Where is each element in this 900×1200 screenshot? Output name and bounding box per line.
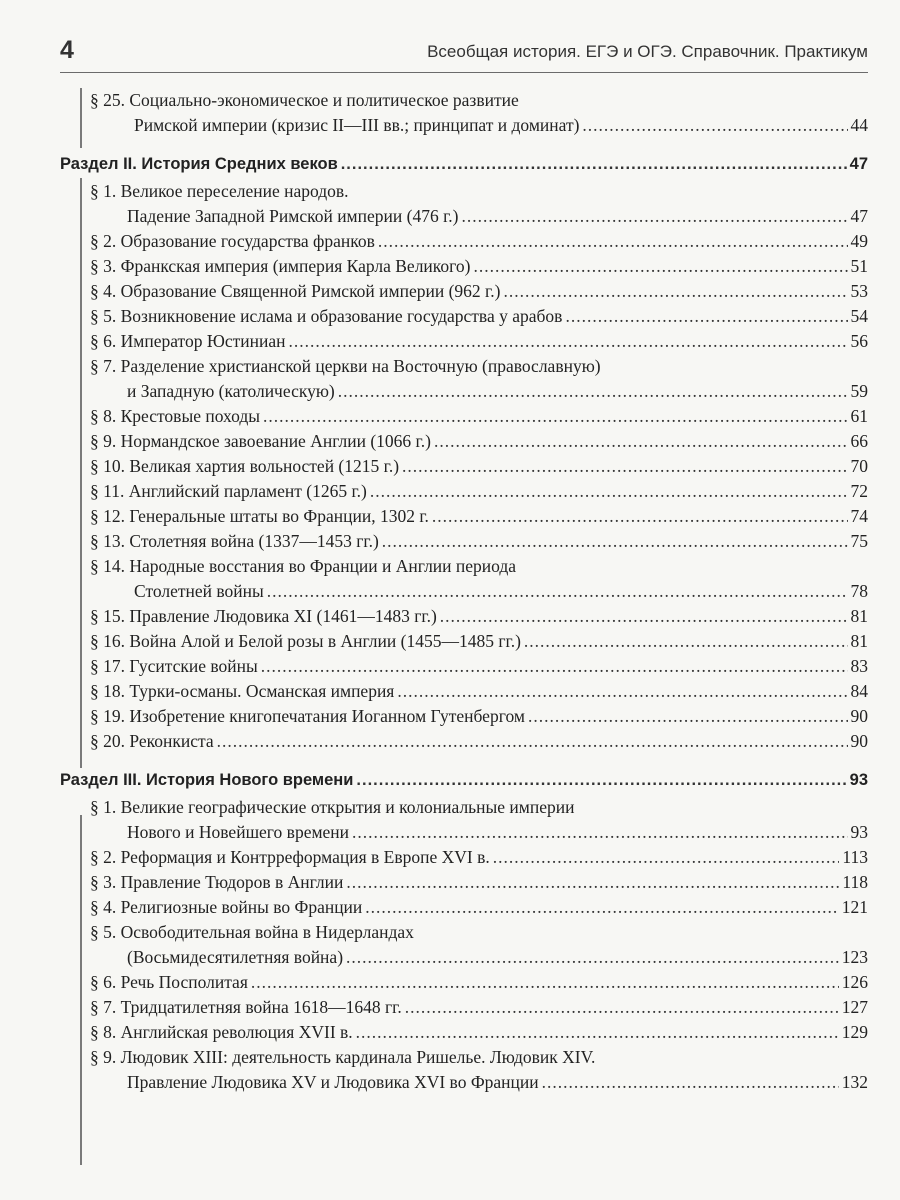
entry-page: 126	[841, 972, 868, 992]
toc-entry[interactable]	[60, 995, 868, 1020]
section-page: 47	[849, 155, 868, 173]
entry-page: 132	[841, 1072, 868, 1092]
leader-dots	[346, 870, 839, 895]
entry-page: 54	[850, 306, 868, 326]
entry-page: 56	[850, 331, 868, 351]
leader-dots	[261, 654, 848, 679]
leader-dots	[370, 479, 848, 504]
entry-title: § 9. Людовик XIII: деятельность кардинала Ришелье. Людовик XIV.	[90, 1047, 596, 1067]
toc-entry[interactable]	[60, 895, 868, 920]
toc-entry[interactable]	[60, 604, 868, 629]
toc-entry[interactable]	[60, 629, 868, 654]
leader-dots	[341, 152, 847, 177]
toc-section[interactable]	[60, 768, 868, 793]
entry-page: 47	[850, 206, 868, 226]
entry-title: § 3. Франкская империя (империя Карла Великого)	[90, 256, 471, 276]
entry-page: 49	[850, 231, 868, 251]
leader-dots	[352, 820, 847, 845]
leader-dots	[524, 629, 848, 654]
entry-title: § 7. Разделение христианской церкви на Восточную (православную)	[90, 356, 601, 376]
entry-title: § 9. Нормандское завоевание Англии (1066 г.)	[90, 431, 431, 451]
entry-title: § 7. Тридцатилетняя война 1618—1648 гг.	[90, 997, 402, 1017]
toc-entry[interactable]	[60, 529, 868, 554]
toc-entry[interactable]	[60, 329, 868, 354]
leader-dots	[217, 729, 848, 754]
entry-page: 53	[850, 281, 868, 301]
toc-entry[interactable]	[60, 229, 868, 254]
entry-page: 90	[850, 706, 868, 726]
entry-page: 90	[850, 731, 868, 751]
entry-title: § 25. Социально-экономическое и политическое развитие	[90, 90, 519, 110]
toc-entry[interactable]	[60, 179, 868, 229]
entry-page: 78	[850, 581, 868, 601]
toc-entry[interactable]	[60, 1020, 868, 1045]
leader-dots	[432, 504, 848, 529]
section-title: Раздел III. История Нового времени	[60, 771, 354, 789]
entry-page: 81	[850, 606, 868, 626]
entry-title: § 2. Реформация и Контрреформация в Европе XVI в.	[90, 847, 490, 867]
entry-title: § 3. Правление Тюдоров в Англии	[90, 872, 344, 892]
toc-entry[interactable]	[60, 654, 868, 679]
toc-entry[interactable]	[60, 354, 868, 404]
leader-dots	[565, 304, 847, 329]
leader-dots	[365, 895, 838, 920]
entry-title-cont: Правление Людовика XV и Людовика XVI во Франции	[127, 1072, 539, 1092]
leader-dots	[461, 204, 847, 229]
entry-page: 113	[842, 847, 868, 867]
entry-page: 72	[850, 481, 868, 501]
entry-page: 127	[841, 997, 868, 1017]
toc-entry[interactable]	[60, 729, 868, 754]
leader-dots	[267, 579, 848, 604]
entry-page: 70	[850, 456, 868, 476]
entry-page: 123	[841, 947, 868, 967]
toc-entry[interactable]	[60, 404, 868, 429]
section-page: 93	[849, 771, 868, 789]
toc-entry[interactable]	[60, 304, 868, 329]
entry-page: 59	[850, 381, 868, 401]
leader-dots	[288, 329, 847, 354]
leader-dots	[263, 404, 847, 429]
entry-title: § 20. Реконкиста	[90, 731, 214, 751]
toc-entry[interactable]	[60, 704, 868, 729]
entry-title: § 13. Столетняя война (1337—1453 гг.)	[90, 531, 379, 551]
toc-entry[interactable]	[60, 504, 868, 529]
entry-title: § 18. Турки-османы. Османская империя	[90, 681, 395, 701]
entry-title: § 11. Английский парламент (1265 г.)	[90, 481, 367, 501]
entry-page: 129	[841, 1022, 868, 1042]
entry-title: § 1. Великое переселение народов.	[90, 181, 349, 201]
leader-dots	[397, 679, 847, 704]
entry-title-cont: Падение Западной Римской империи (476 г.)	[127, 206, 459, 226]
leader-dots	[356, 768, 846, 793]
toc-entry[interactable]	[60, 845, 868, 870]
entry-title: § 8. Крестовые походы	[90, 406, 261, 426]
toc-entry[interactable]	[60, 279, 868, 304]
entry-page: 81	[850, 631, 868, 651]
leader-dots	[251, 970, 839, 995]
toc-entry[interactable]	[60, 254, 868, 279]
leader-dots	[378, 229, 848, 254]
entry-page: 51	[850, 256, 868, 276]
toc-entry[interactable]	[60, 479, 868, 504]
entry-title: § 6. Речь Посполитая	[90, 972, 248, 992]
toc-entry[interactable]	[60, 679, 868, 704]
leader-dots	[528, 704, 848, 729]
toc-entry[interactable]	[60, 429, 868, 454]
entry-title-cont: Нового и Новейшего времени	[127, 822, 350, 842]
table-of-contents	[60, 88, 868, 1095]
toc-entry[interactable]	[60, 795, 868, 845]
toc-entry[interactable]	[60, 970, 868, 995]
entry-title-cont: (Восьмидесятилетняя война)	[127, 947, 344, 967]
entry-title-cont: Столетней войны	[134, 581, 264, 601]
entry-title: § 10. Великая хартия вольностей (1215 г.)	[90, 456, 400, 476]
entry-title: § 4. Образование Священной Римской империи (962 г.)	[90, 281, 501, 301]
entry-page: 75	[850, 531, 868, 551]
leader-dots	[382, 529, 848, 554]
leader-dots	[434, 429, 848, 454]
running-title: Всеобщая история. ЕГЭ и ОГЭ. Справочник. Практикум	[427, 42, 868, 61]
entry-page: 74	[850, 506, 868, 526]
entry-page: 83	[850, 656, 868, 676]
entry-title: § 14. Народные восстания во Франции и Англии периода	[90, 556, 517, 576]
entry-page: 93	[850, 822, 868, 842]
leader-dots	[356, 1020, 839, 1045]
toc-entry[interactable]	[60, 1045, 868, 1095]
leader-dots	[346, 945, 839, 970]
toc-entry[interactable]	[60, 88, 868, 138]
entry-page: 66	[850, 431, 868, 451]
entry-title: § 17. Гуситские войны	[90, 656, 258, 676]
toc-entry[interactable]	[60, 454, 868, 479]
leader-dots	[440, 604, 848, 629]
entry-title: § 15. Правление Людовика XI (1461—1483 гг.)	[90, 606, 437, 626]
entry-title: § 4. Религиозные войны во Франции	[90, 897, 363, 917]
leader-dots	[503, 279, 847, 304]
leader-dots	[493, 845, 840, 870]
leader-dots	[473, 254, 847, 279]
leader-dots	[542, 1070, 839, 1095]
toc-entry[interactable]	[60, 554, 868, 604]
toc-section[interactable]	[60, 152, 868, 177]
entry-page: 84	[850, 681, 868, 701]
leader-dots	[402, 454, 847, 479]
entry-title: § 2. Образование государства франков	[90, 231, 375, 251]
entry-title: § 5. Возникновение ислама и образование государства у арабов	[90, 306, 563, 326]
entry-page: 118	[842, 872, 868, 892]
entry-title: § 19. Изобретение книгопечатания Иоганном Гутенбергом	[90, 706, 525, 726]
entry-title: § 12. Генеральные штаты во Франции, 1302 г.	[90, 506, 429, 526]
leader-dots	[405, 995, 839, 1020]
entry-page: 44	[850, 115, 868, 135]
toc-entry[interactable]	[60, 870, 868, 895]
entry-title: § 1. Великие географические открытия и колониальные империи	[90, 797, 575, 817]
leader-dots	[338, 379, 848, 404]
section-title: Раздел II. История Средних веков	[60, 155, 338, 173]
entry-page: 61	[850, 406, 868, 426]
entry-title: § 8. Английская революция XVII в.	[90, 1022, 353, 1042]
entry-title: § 6. Император Юстиниан	[90, 331, 286, 351]
entry-title: § 5. Освободительная война в Нидерландах	[90, 922, 414, 942]
page-header	[60, 36, 868, 73]
entry-title: § 16. Война Алой и Белой розы в Англии (1455—1485 гг.)	[90, 631, 521, 651]
entry-title-cont: и Западную (католическую)	[127, 381, 335, 401]
toc-entry[interactable]	[60, 920, 868, 970]
entry-title-cont: Римской империи (кризис II—III вв.; принципат и доминат)	[134, 115, 580, 135]
leader-dots	[582, 113, 847, 138]
page-number: 4	[60, 36, 74, 64]
entry-page: 121	[841, 897, 868, 917]
